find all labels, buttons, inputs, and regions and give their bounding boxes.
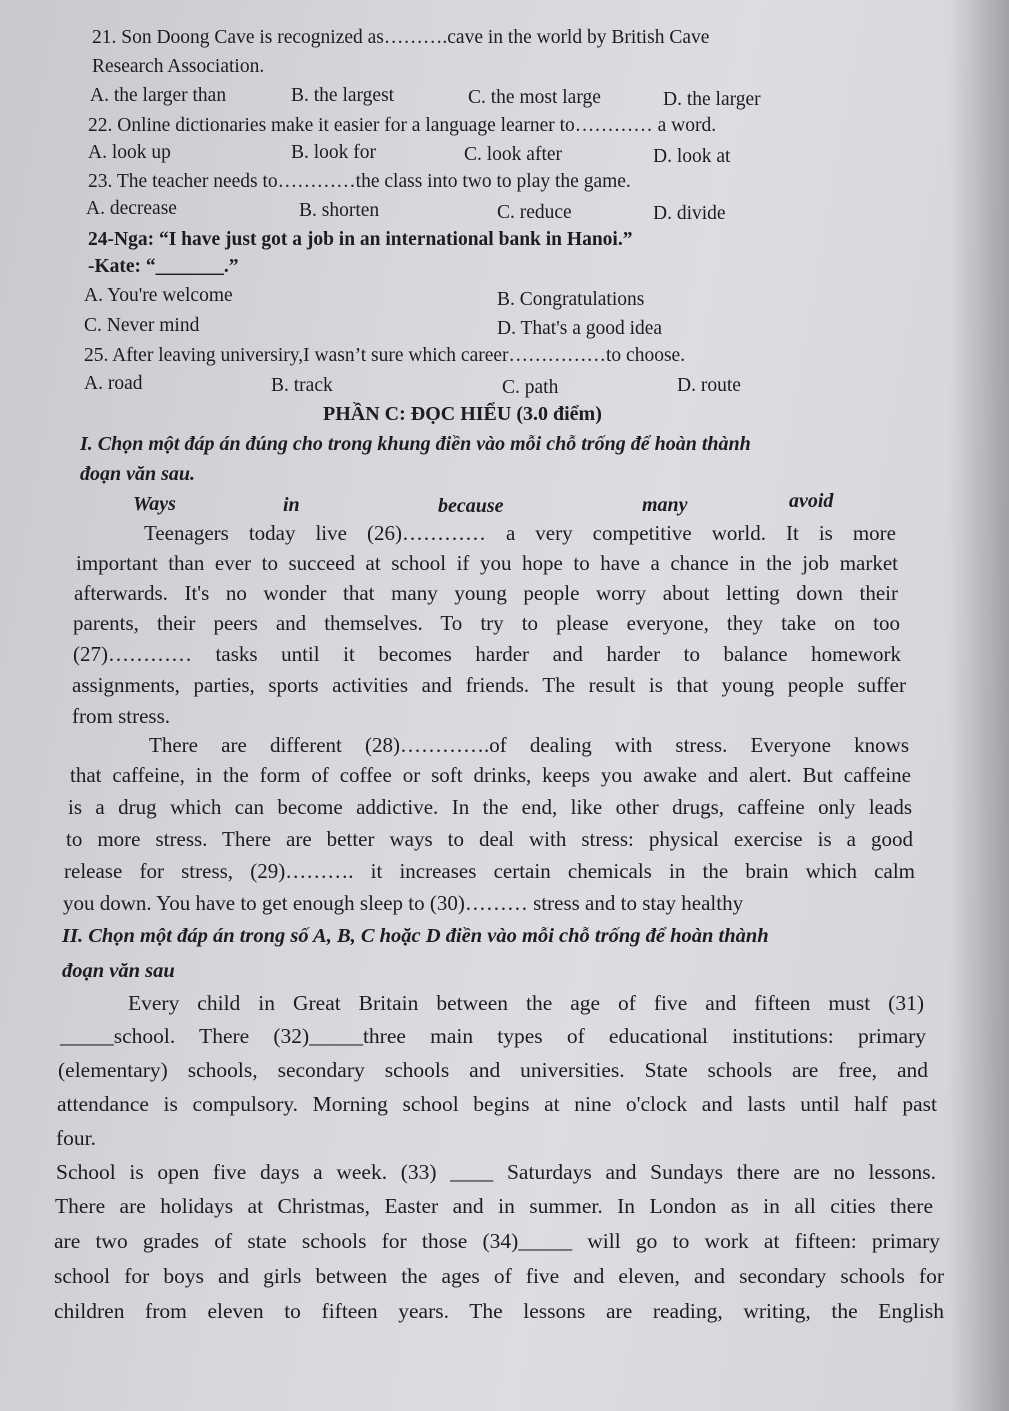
word-box-item: in bbox=[283, 494, 300, 516]
passage2-line: attendance is compulsory. Morning school begins at nine o'clock and lasts until half past bbox=[57, 1092, 937, 1116]
passage2-line: There are holidays at Christmas, Easter and in summer. In London as in all cities there bbox=[55, 1194, 933, 1218]
word-box-item: Ways bbox=[133, 493, 176, 515]
passage1-line: Teenagers today live (26)………… a very competitive world. It is more bbox=[144, 521, 896, 545]
passage2-line: School is open five days a week. (33) ____ Saturdays and Sundays there are no lessons. bbox=[56, 1160, 936, 1184]
q23-stem: 23. The teacher needs to…………the class into two to play the game. bbox=[88, 171, 631, 192]
part1-instruction: I. Chọn một đáp án đúng cho trong khung điền vào mỗi chỗ trống để hoàn thành bbox=[80, 433, 751, 455]
q23-option-b: B. shorten bbox=[299, 200, 380, 221]
passage2-line: Every child in Great Britain between the age of five and fifteen must (31) bbox=[128, 991, 924, 1015]
part2-instruction: II. Chọn một đáp án trong số A, B, C hoặc D điền vào mỗi chỗ trống để hoàn thành bbox=[62, 925, 769, 947]
passage2-line: _____school. There (32)_____three main types of educational institutions: primary bbox=[60, 1024, 926, 1048]
q25-option-a: A. road bbox=[84, 373, 143, 394]
section-c-title: PHẦN C: ĐỌC HIỂU (3.0 điểm) bbox=[323, 403, 602, 425]
q21-option-b: B. the largest bbox=[291, 85, 395, 106]
q22-option-c: C. look after bbox=[464, 144, 563, 165]
q23-option-d: D. divide bbox=[653, 203, 726, 224]
passage2-line: are two grades of state schools for those (34)_____ will go to work at fifteen: primary bbox=[54, 1229, 940, 1253]
q22-option-d: D. look at bbox=[653, 146, 731, 167]
q21-option-c: C. the most large bbox=[468, 87, 601, 108]
q24-option-c: C. Never mind bbox=[84, 315, 200, 336]
q23-option-c: C. reduce bbox=[497, 202, 572, 223]
q25-option-c: C. path bbox=[502, 377, 559, 398]
q24-option-b: B. Congratulations bbox=[497, 289, 645, 310]
passage1-line: you down. You have to get enough sleep to (30)……… stress and to stay healthy bbox=[63, 891, 744, 915]
passage2-line: (elementary) schools, secondary schools and universities. State schools are free, and bbox=[58, 1058, 928, 1082]
q23-option-a: A. decrease bbox=[86, 198, 177, 219]
passage2-line: four. bbox=[56, 1126, 97, 1150]
passage1-line: to more stress. There are better ways to deal with stress: physical exercise is a good bbox=[66, 827, 913, 851]
q24-option-a: A. You're welcome bbox=[84, 285, 233, 306]
passage1-line: parents, their peers and themselves. To try to please everyone, they take on too bbox=[73, 611, 900, 635]
page-edge-shadow bbox=[949, 0, 1009, 1411]
q22-option-a: A. look up bbox=[88, 142, 171, 163]
q24-option-d: D. That's a good idea bbox=[497, 318, 663, 339]
passage1-line: from stress. bbox=[72, 704, 170, 728]
part2-instruction-cont: đoạn văn sau bbox=[62, 960, 175, 982]
q21-option-d: D. the larger bbox=[663, 89, 761, 110]
part1-instruction-cont: đoạn văn sau. bbox=[80, 463, 196, 485]
q24-kate-line: -Kate: “_______.” bbox=[88, 256, 239, 277]
passage1-line: There are different (28)………….of dealing with stress. Everyone knows bbox=[149, 733, 909, 757]
passage1-line: that caffeine, in the form of coffee or soft drinks, keeps you awake and alert. But caffeine bbox=[70, 763, 911, 787]
q21-option-a: A. the larger than bbox=[90, 85, 227, 106]
q24-stem: 24-Nga: “I have just got a job in an international bank in Hanoi.” bbox=[88, 229, 633, 250]
q25-option-d: D. route bbox=[677, 375, 741, 396]
passage2-line: school for boys and girls between the ages of five and eleven, and secondary schools for bbox=[54, 1264, 944, 1288]
q25-option-b: B. track bbox=[271, 375, 333, 396]
passage1-line: afterwards. It's no wonder that many young people worry about letting down their bbox=[74, 581, 898, 605]
q25-stem: 25. After leaving universiry,I wasn’t sure which career……………to choose. bbox=[84, 345, 686, 366]
q22-option-b: B. look for bbox=[291, 142, 377, 163]
word-box-item: avoid bbox=[789, 490, 834, 512]
word-box-item: because bbox=[438, 495, 504, 517]
passage1-line: release for stress, (29)………. it increases certain chemicals in the brain which calm bbox=[64, 859, 915, 883]
passage1-line: is a drug which can become addictive. In the end, like other drugs, caffeine only leads bbox=[68, 795, 912, 819]
q21-stem-cont: Research Association. bbox=[92, 56, 265, 77]
passage1-line: (27)………… tasks until it becomes harder and harder to balance homework bbox=[73, 642, 901, 666]
word-box-item: many bbox=[642, 494, 688, 516]
passage1-line: assignments, parties, sports activities and friends. The result is that young people suffer bbox=[72, 673, 906, 697]
q22-stem: 22. Online dictionaries make it easier for a language learner to………… a word. bbox=[88, 115, 717, 136]
q21-stem: 21. Son Doong Cave is recognized as……….cave in the world by British Cave bbox=[92, 27, 710, 48]
passage2-line: children from eleven to fifteen years. The lessons are reading, writing, the English bbox=[54, 1299, 944, 1323]
passage1-line: important than ever to succeed at school if you hope to have a chance in the job market bbox=[76, 551, 898, 575]
